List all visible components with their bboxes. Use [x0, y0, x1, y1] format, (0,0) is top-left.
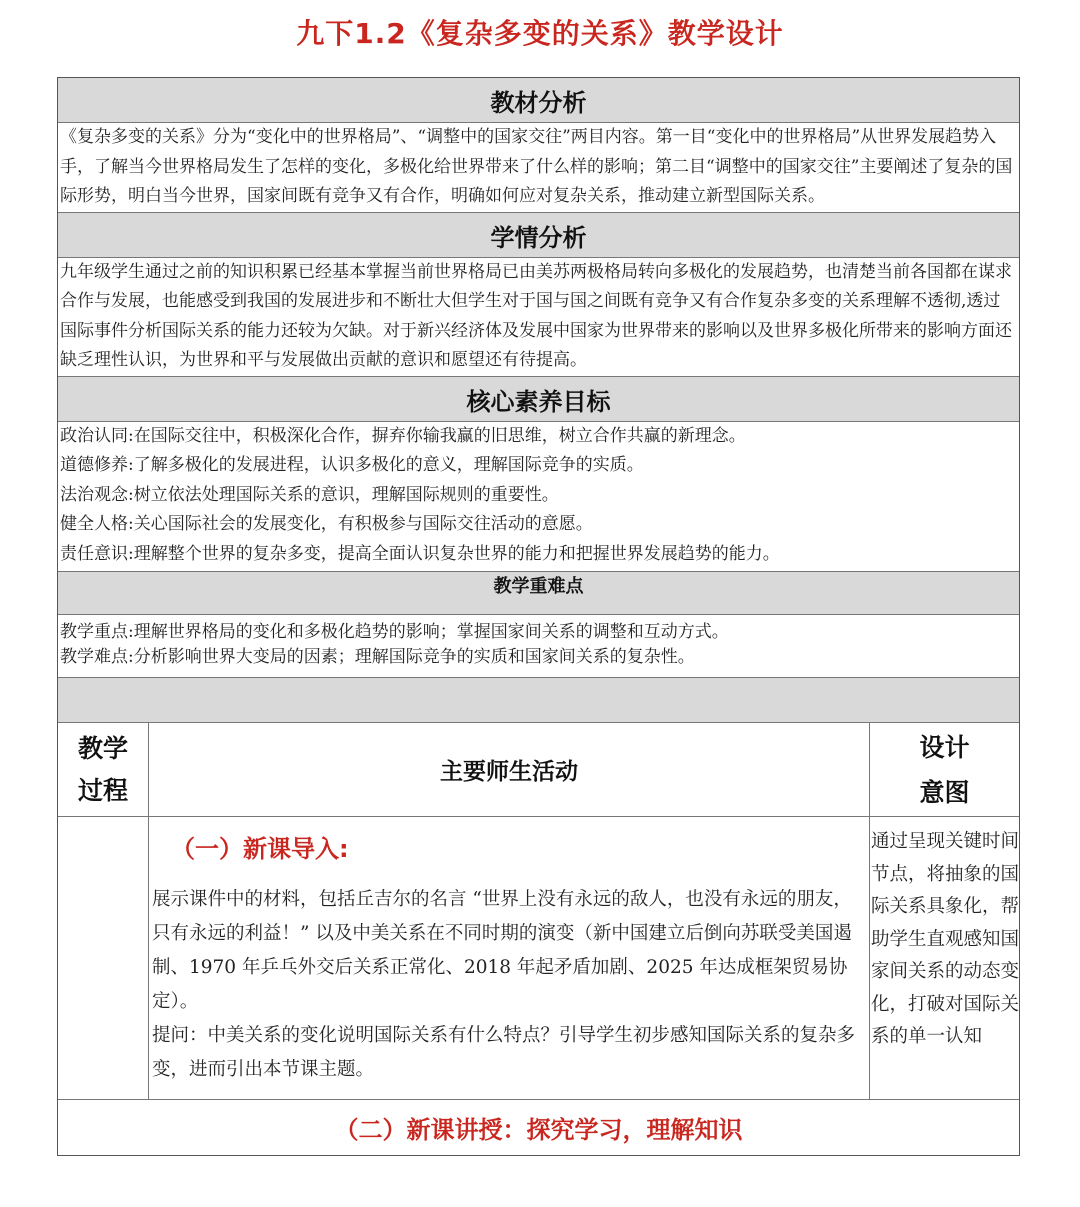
header-teaching-process [58, 723, 149, 816]
step1-activity-cell [149, 817, 870, 1099]
header-col3-line1: 设计 [919, 732, 970, 762]
textbook-analysis-heading: 教材分析 [58, 78, 1019, 123]
step1-text-part1: 展示课件中的材料，包括丘吉尔的名言 “世界上没有永远的敌人，也没有永远的朋友，只有永远的利益！” 以及中美关系在不同时期的演变（新中国建立后倒向苏联受美国遏制、1970 年乒乓外交后关系正常化、2018 年起矛盾加剧、2025 年达成框架贸易协定）。 [152, 889, 852, 1012]
header-main-activities: 主要师生活动 [149, 723, 870, 816]
step2-title: （二）新课讲授：探究学习，理解知识 [334, 1116, 743, 1144]
header-col1-line2: 过程 [77, 775, 128, 805]
blank-gray-band [58, 678, 1019, 723]
page-title: 九下1.2《复杂多变的关系》教学设计 [296, 17, 784, 50]
step1-intent-cell: 通过呈现关键时间节点，将抽象的国际关系具象化，帮助学生直观感知国家间关系的动态变化，打破对国际关系的单一认知 [871, 831, 1020, 1047]
core-goals-heading: 核心素养目标 [58, 377, 1019, 422]
lesson-plan-table [57, 77, 1020, 1156]
step1-text-part2: 提问：中美关系的变化说明国际关系有什么特点？引导学生初步感知国际关系的复杂多变，进而引出本节课主题。 [152, 1025, 856, 1080]
goal-item: 政治认同:在国际交往中，积极深化合作，摒弃你输我赢的旧思维，树立合作共赢的新理念。 [60, 425, 746, 446]
process-table-header [58, 723, 1019, 817]
step1-title: （一）新课导入: [171, 835, 349, 863]
student-analysis-heading: 学情分析 [58, 213, 1019, 258]
goal-item: 道德修养:了解多极化的发展进程，认识多极化的意义，理解国际竞争的实质。 [60, 455, 644, 475]
textbook-analysis-body: 《复杂多变的关系》分为“变化中的世界格局”、“调整中的国家交往”两目内容。第一目“变化中的世界格局”从世界发展趋势入手，了解当今世界格局发生了怎样的变化，多极化给世界带来了什么样的影响；第二目“调整中的国家交往”主要阐述了复杂的国际形势，明白当今世界，国家间既有竞争又有合作，明确如何应对复杂关系，推动建立新型国际关系。 [58, 123, 1019, 213]
key-point-item: 教学重点:理解世界格局的变化和多极化趋势的影响；掌握国家间关系的调整和互动方式。 [60, 622, 729, 642]
key-points-list [58, 615, 1019, 678]
key-point-item: 教学难点:分析影响世界大变局的因素；理解国际竞争的实质和国家间关系的复杂性。 [60, 647, 695, 667]
goal-item: 健全人格:关心国际社会的发展变化，有积极参与国际交往活动的意愿。 [60, 514, 593, 534]
core-goals-list [58, 422, 1019, 573]
student-analysis-body: 九年级学生通过之前的知识积累已经基本掌握当前世界格局已由美苏两极格局转向多极化的发展趋势，也清楚当前各国都在谋求合作与发展，也能感受到我国的发展进步和不断壮大但学生对于国与国之间既有竞争又有合作复杂多变的关系理解不透彻,透过国际事件分析国际关系的能力还较为欠缺。对于新兴经济体及发展中国家为世界带来的影响以及世界多极化所带来的影响方面还缺乏理性认识，为世界和平与发展做出贡献的意识和愿望还有待提高。 [58, 258, 1019, 377]
table-row [58, 817, 1019, 1100]
header-col1-line1: 教学 [77, 733, 128, 763]
header-design-intent [870, 723, 1019, 816]
goal-item: 责任意识:理解整个世界的复杂多变，提高全面认识复杂世界的能力和把握世界发展趋势的能力。 [60, 543, 780, 564]
step1-text [149, 875, 869, 1087]
step1-process-cell [58, 817, 149, 1099]
header-col3-line2: 意图 [919, 777, 970, 807]
goal-item: 法治观念:树立依法处理国际关系的意识，理解国际规则的重要性。 [60, 484, 559, 505]
key-points-heading: 教学重难点 [58, 572, 1019, 615]
